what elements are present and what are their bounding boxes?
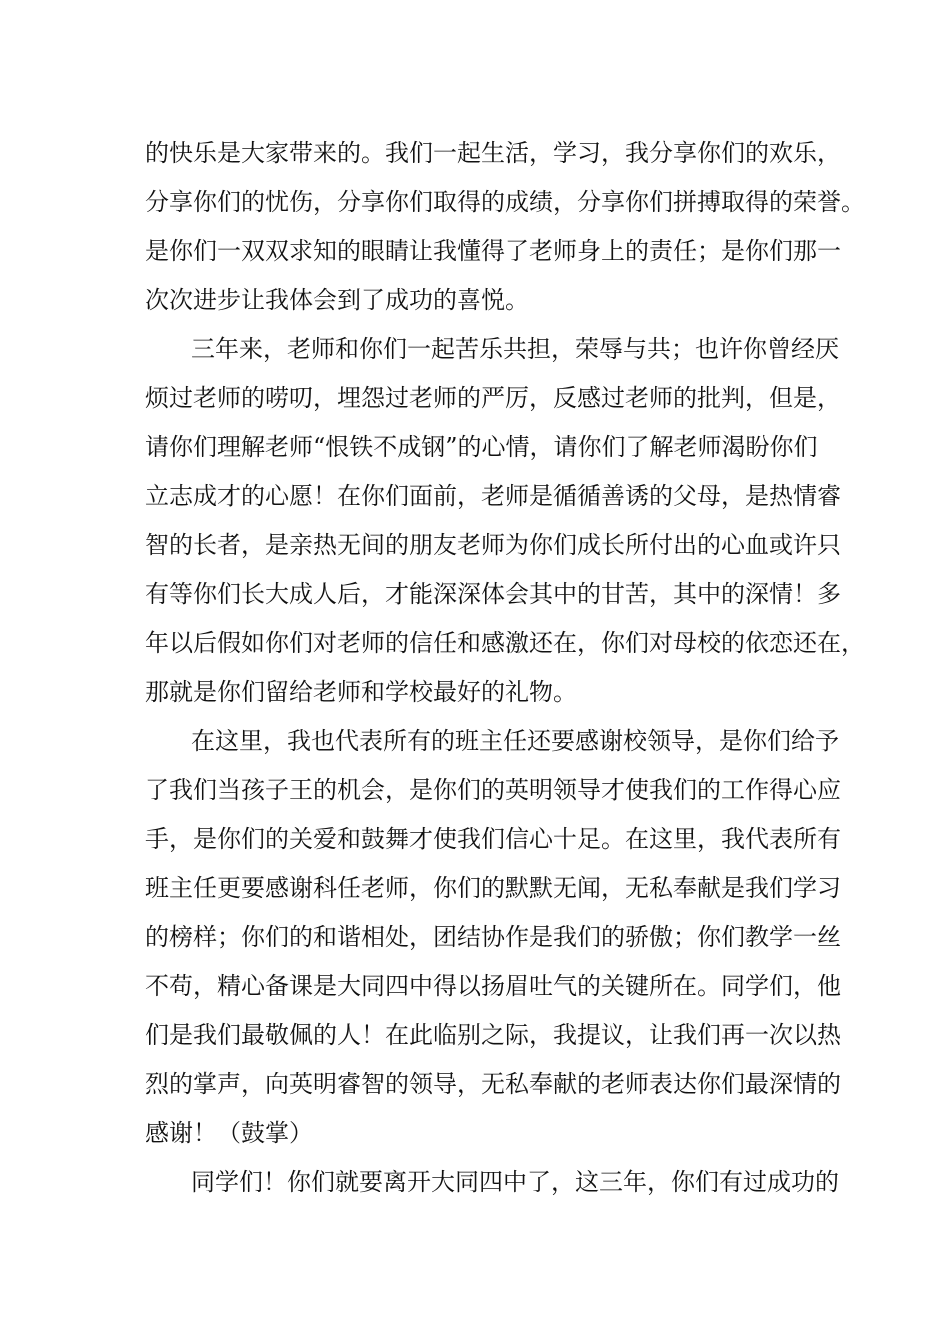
- paragraph-start-line: 同学们！你们就要离开大同四中了，这三年，你们有过成功的: [191, 1168, 839, 1196]
- paragraph-start-line: 在这里，我也代表所有的班主任还要感谢校领导，是你们给予: [191, 727, 839, 755]
- text-line: 请你们理解老师“恨铁不成钢”的心情，请你们了解老师渴盼你们: [145, 433, 818, 461]
- text-line: 分享你们的忧伤，分享你们取得的成绩，分享你们拼搏取得的荣誉。: [145, 188, 865, 216]
- text-line: 立志成才的心愿！在你们面前，老师是循循善诱的父母，是热情睿: [145, 482, 841, 510]
- text-line: 烦过老师的唠叨，埋怨过老师的严厉，反感过老师的批判，但是，: [145, 384, 841, 412]
- text-line: 们是我们最敬佩的人！在此临别之际，我提议，让我们再一次以热: [145, 1021, 841, 1049]
- text-line: 手，是你们的关爱和鼓舞才使我们信心十足。在这里，我代表所有: [145, 825, 841, 853]
- text-line: 不苟，精心备课是大同四中得以扬眉吐气的关键所在。同学们，他: [145, 972, 841, 1000]
- text-line: 的快乐是大家带来的。我们一起生活，学习，我分享你们的欢乐，: [145, 139, 841, 167]
- text-line: 感谢！（鼓掌）: [145, 1119, 313, 1147]
- text-line: 的榜样；你们的和谐相处，团结协作是我们的骄傲；你们教学一丝: [145, 923, 841, 951]
- text-line: 次次进步让我体会到了成功的喜悦。: [145, 286, 529, 314]
- text-line: 了我们当孩子王的机会，是你们的英明领导才使我们的工作得心应: [145, 776, 841, 804]
- text-line: 是你们一双双求知的眼睛让我懂得了老师身上的责任；是你们那一: [145, 237, 841, 265]
- text-line: 智的长者，是亲热无间的朋友老师为你们成长所付出的心血或许只: [145, 531, 841, 559]
- text-line: 年以后假如你们对老师的信任和感激还在，你们对母校的依恋还在，: [145, 629, 865, 657]
- text-line: 那就是你们留给老师和学校最好的礼物。: [145, 678, 577, 706]
- text-line: 班主任更要感谢科任老师，你们的默默无闻，无私奉献是我们学习: [145, 874, 841, 902]
- paragraph-start-line: 三年来，老师和你们一起苦乐共担，荣辱与共；也许你曾经厌: [191, 335, 839, 363]
- text-line: 有等你们长大成人后，才能深深体会其中的甘苦，其中的深情！多: [145, 580, 841, 608]
- text-line: 烈的掌声，向英明睿智的领导，无私奉献的老师表达你们最深情的: [145, 1070, 841, 1098]
- body-text: [145, 129, 865, 1207]
